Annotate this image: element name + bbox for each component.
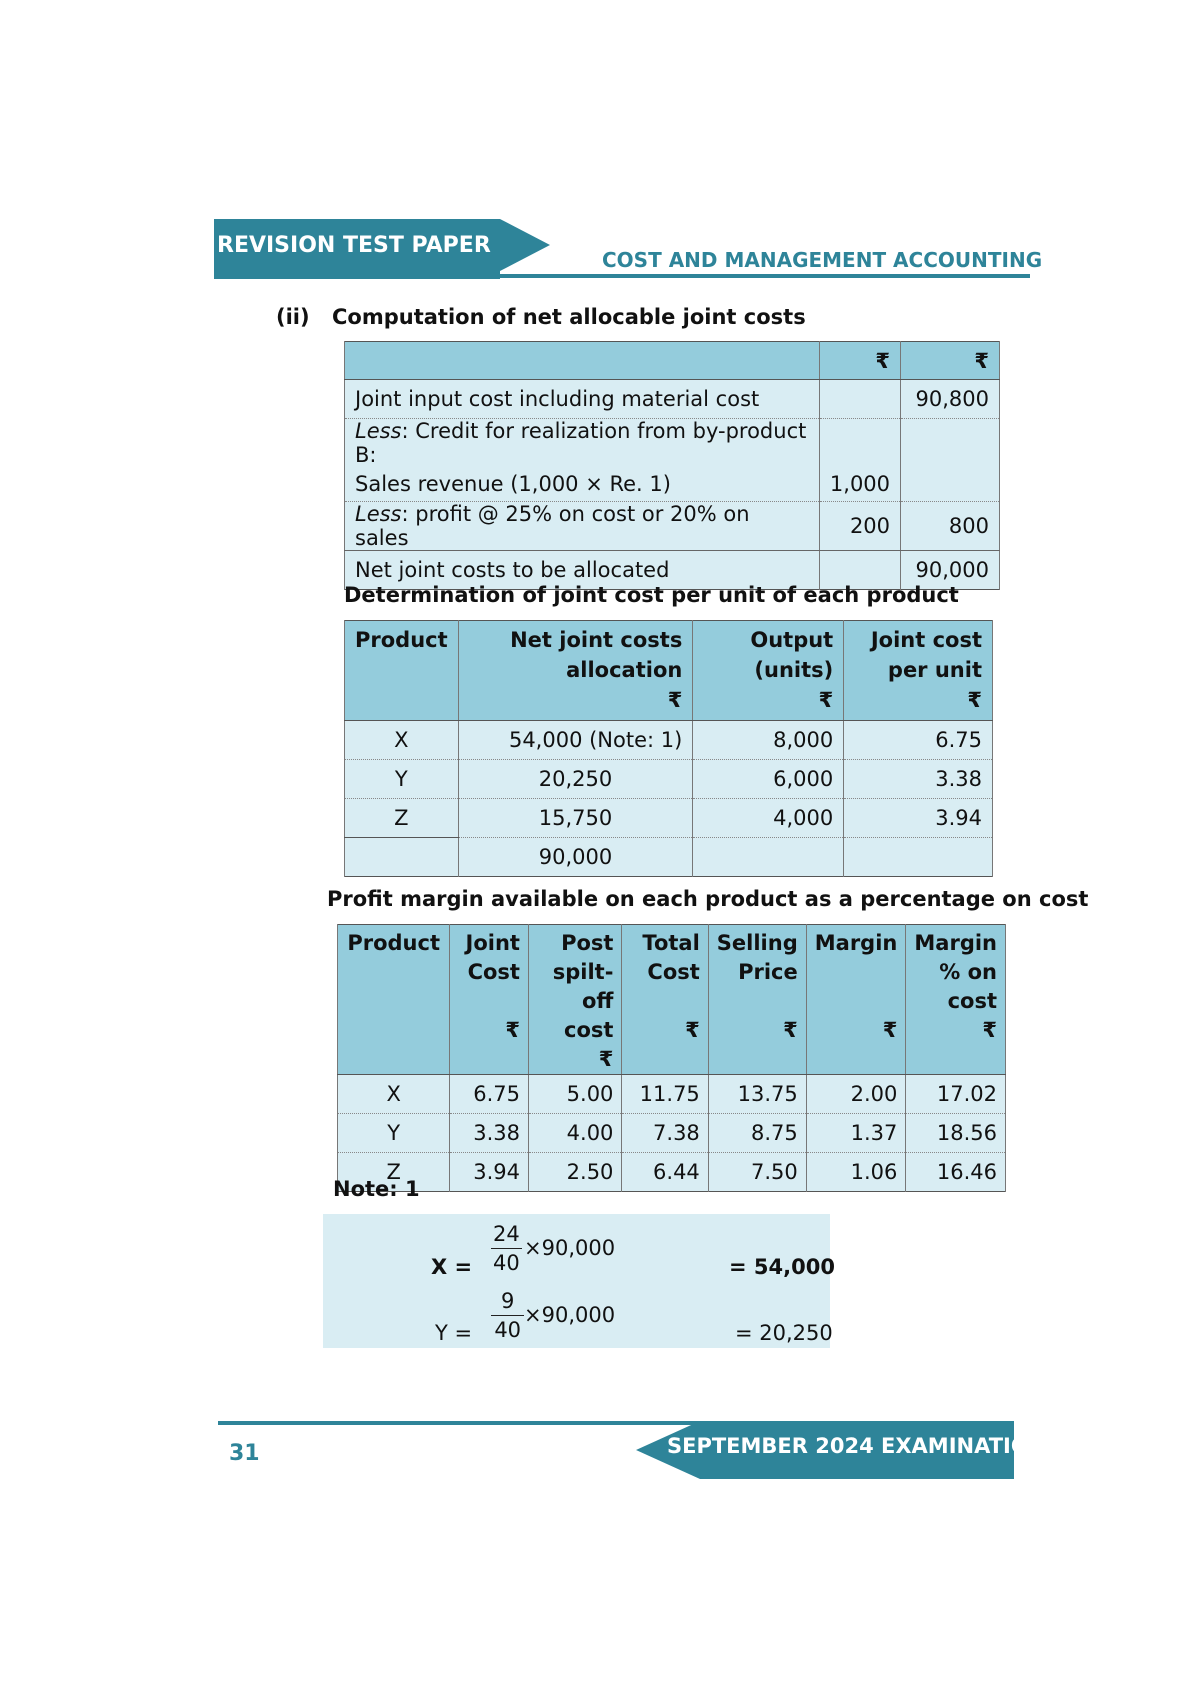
header-line: cost xyxy=(947,989,997,1013)
total-cell: 90,000 xyxy=(458,838,693,877)
value-cell: 6,000 xyxy=(693,760,844,799)
product-cell: Z xyxy=(345,799,459,838)
net-allocable-costs-table xyxy=(344,341,1000,590)
header-subject: COST AND MANAGEMENT ACCOUNTING xyxy=(602,248,1043,272)
product-cell: X xyxy=(345,721,459,760)
table-header-row xyxy=(338,925,1006,1075)
header-line: Joint cost xyxy=(870,628,982,652)
value-cell: 16.46 xyxy=(906,1153,1006,1192)
row-label xyxy=(345,502,820,551)
header-rule xyxy=(214,274,1030,278)
note-title: Note: 1 xyxy=(333,1177,420,1201)
header-cell xyxy=(345,621,459,721)
value-cell: 3.94 xyxy=(450,1153,529,1192)
header-cell xyxy=(693,621,844,721)
table-row xyxy=(345,799,993,838)
table-row-total xyxy=(345,838,993,877)
header-line: (units) xyxy=(754,658,834,682)
table-row xyxy=(345,467,1000,502)
header-title: REVISION TEST PAPER xyxy=(217,233,491,258)
profit-margin-table xyxy=(337,924,1006,1192)
row-label-text: : Credit for realization from by-product B: xyxy=(355,419,807,467)
value-cell: 2.50 xyxy=(528,1153,621,1192)
row-value xyxy=(819,380,900,419)
section2-title: Determination of joint cost per unit of each product xyxy=(344,583,959,607)
rupee-unit: ₹ xyxy=(818,688,834,712)
less-italic: Less xyxy=(355,502,402,526)
rupee-unit: ₹ xyxy=(598,1047,614,1071)
note-x-multiplier: ×90,000 xyxy=(524,1236,616,1260)
table-header-row xyxy=(345,342,1000,380)
rupee-unit: ₹ xyxy=(783,1018,798,1042)
less-italic: Less xyxy=(355,419,402,443)
table-row xyxy=(345,419,1000,468)
header-line: allocation xyxy=(566,658,683,682)
fraction-denominator: 40 xyxy=(494,1318,522,1342)
note-y-label: Y = xyxy=(435,1321,473,1345)
rupee-header: ₹ xyxy=(819,342,900,380)
header-cell xyxy=(844,621,993,721)
header-line: Product xyxy=(347,931,440,955)
note-y-fraction xyxy=(491,1287,524,1344)
header-line: Selling xyxy=(716,931,798,955)
header-line: cost xyxy=(564,1018,614,1042)
product-cell: Y xyxy=(338,1114,450,1153)
value-cell: 6.75 xyxy=(450,1075,529,1114)
row-value xyxy=(901,467,1000,502)
product-cell: Y xyxy=(345,760,459,799)
note-y-multiplier: ×90,000 xyxy=(524,1303,616,1327)
header-line: per unit xyxy=(887,658,982,682)
fraction-numerator: 24 xyxy=(491,1220,522,1249)
rupee-unit: ₹ xyxy=(882,1018,898,1042)
header-cell xyxy=(906,925,1006,1075)
row-value: 200 xyxy=(819,502,900,551)
header-line: spilt-off xyxy=(552,960,614,1013)
row-value: 800 xyxy=(901,502,1000,551)
value-cell: 8.75 xyxy=(708,1114,806,1153)
header-line: Output xyxy=(750,628,834,652)
table-row xyxy=(338,1114,1006,1153)
row-label xyxy=(345,419,820,468)
header-line: Net joint costs xyxy=(510,628,683,652)
header-line: Post xyxy=(561,931,614,955)
table-row xyxy=(345,721,993,760)
value-cell: 1.06 xyxy=(806,1153,906,1192)
row-value xyxy=(901,419,1000,468)
value-cell: 2.00 xyxy=(806,1075,906,1114)
note-x-label: X = xyxy=(431,1255,473,1279)
row-value: 90,800 xyxy=(901,380,1000,419)
note-y-result: = 20,250 xyxy=(735,1321,833,1345)
rupee-unit: ₹ xyxy=(967,688,982,712)
row-value xyxy=(819,419,900,468)
value-cell: 5.00 xyxy=(528,1075,621,1114)
row-label: Sales revenue (1,000 × Re. 1) xyxy=(345,467,820,502)
product-cell xyxy=(345,838,459,877)
section1-title: Computation of net allocable joint costs xyxy=(332,305,806,329)
table-row xyxy=(338,1153,1006,1192)
header-cell xyxy=(450,925,529,1075)
value-cell: 1.37 xyxy=(806,1114,906,1153)
note-box xyxy=(323,1214,835,1348)
section3-title: Profit margin available on each product as a percentage on cost xyxy=(327,887,1089,911)
rupee-unit: ₹ xyxy=(667,688,683,712)
value-cell: 11.75 xyxy=(622,1075,708,1114)
note-x-fraction xyxy=(491,1220,522,1277)
header-line: Total xyxy=(642,931,700,955)
fraction-denominator: 40 xyxy=(493,1251,520,1275)
row-label: Net joint costs to be allocated xyxy=(345,551,820,590)
header-cell xyxy=(622,925,708,1075)
header-cell xyxy=(806,925,906,1075)
value-cell: 8,000 xyxy=(693,721,844,760)
value-cell: 7.38 xyxy=(622,1114,708,1153)
header-cell xyxy=(345,342,820,380)
value-cell: 4,000 xyxy=(693,799,844,838)
joint-cost-per-unit-table xyxy=(344,620,993,877)
note-x-result: = 54,000 xyxy=(729,1255,835,1279)
value-cell: 6.75 xyxy=(844,721,993,760)
row-label: Joint input cost including material cost xyxy=(345,380,820,419)
value-cell xyxy=(844,838,993,877)
header-line: Margin xyxy=(814,931,898,955)
header-line: % on xyxy=(939,960,997,984)
page-number: 31 xyxy=(229,1441,260,1466)
section1-number: (ii) xyxy=(276,305,310,329)
table-row xyxy=(345,380,1000,419)
value-cell: 15,750 xyxy=(458,799,693,838)
table-row xyxy=(345,502,1000,551)
header-line: Product xyxy=(355,628,448,652)
product-cell: X xyxy=(338,1075,450,1114)
value-cell: 13.75 xyxy=(708,1075,806,1114)
value-cell xyxy=(693,838,844,877)
header-line: Joint xyxy=(465,931,520,955)
row-value: 1,000 xyxy=(819,467,900,502)
rupee-unit: ₹ xyxy=(982,1018,997,1042)
header-cell xyxy=(528,925,621,1075)
header-cell xyxy=(338,925,450,1075)
header-cell xyxy=(458,621,693,721)
value-cell: 54,000 (Note: 1) xyxy=(458,721,693,760)
value-cell: 4.00 xyxy=(528,1114,621,1153)
header-line: Cost xyxy=(467,960,520,984)
footer-exam: SEPTEMBER 2024 EXAMINATION xyxy=(667,1434,1047,1458)
value-cell: 3.94 xyxy=(844,799,993,838)
value-cell: 7.50 xyxy=(708,1153,806,1192)
rupee-header: ₹ xyxy=(901,342,1000,380)
header-line: Margin xyxy=(914,931,997,955)
value-cell: 6.44 xyxy=(622,1153,708,1192)
header-arrow xyxy=(500,219,550,271)
table-row xyxy=(338,1075,1006,1114)
rupee-unit: ₹ xyxy=(685,1018,700,1042)
product-cell: Z xyxy=(338,1153,450,1192)
value-cell: 20,250 xyxy=(458,760,693,799)
table-row xyxy=(345,760,993,799)
header-line: Price xyxy=(738,960,798,984)
value-cell: 3.38 xyxy=(844,760,993,799)
rupee-unit: ₹ xyxy=(505,1018,520,1042)
header-cell xyxy=(708,925,806,1075)
value-cell: 17.02 xyxy=(906,1075,1006,1114)
table-header-row xyxy=(345,621,993,721)
row-value: 90,000 xyxy=(901,551,1000,590)
value-cell: 3.38 xyxy=(450,1114,529,1153)
value-cell: 18.56 xyxy=(906,1114,1006,1153)
fraction-numerator: 9 xyxy=(491,1287,524,1316)
row-label-text: : profit @ 25% on cost or 20% on sales xyxy=(355,502,750,550)
header-line: Cost xyxy=(647,960,700,984)
